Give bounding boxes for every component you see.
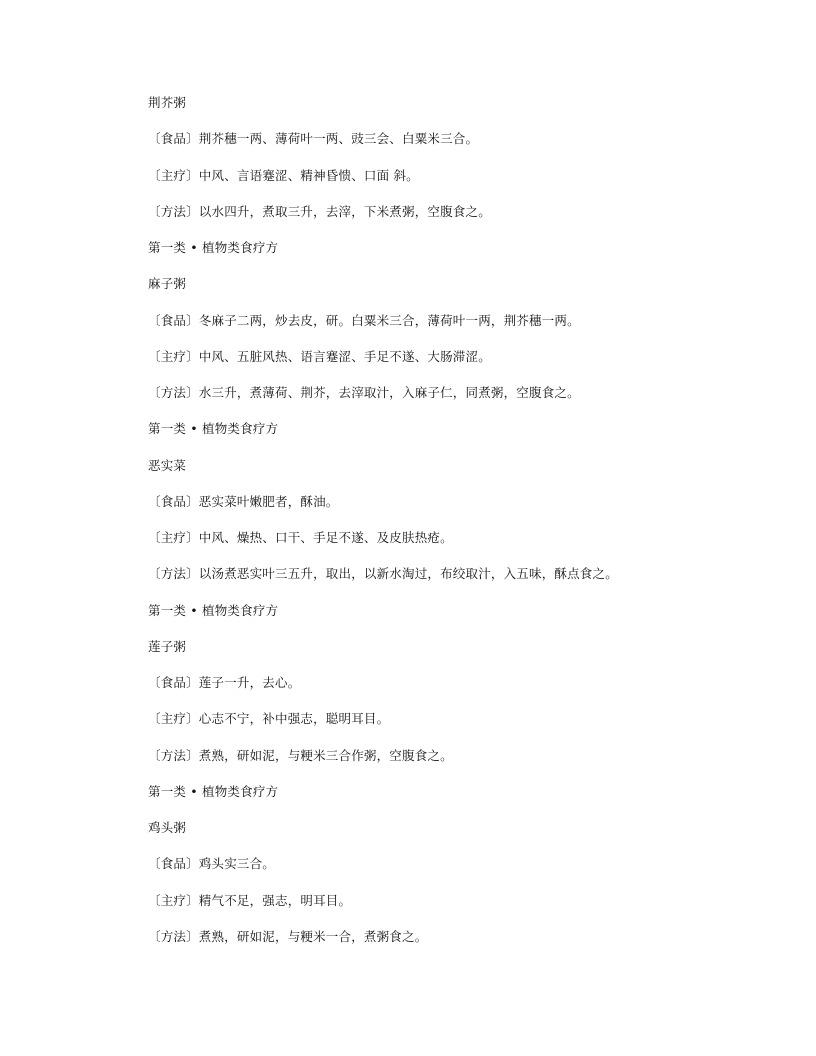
- ingredients-line: 〔食品〕恶实菜叶嫩肥者，酥油。: [148, 493, 339, 509]
- method-line: 〔方法〕以水四升，煮取三升，去滓，下米煮粥，空腹食之。: [148, 203, 491, 219]
- ingredients-line: 〔食品〕荆芥穗一两、薄荷叶一两、豉三会、白粟米三合。: [148, 131, 479, 147]
- recipe-title: 荆芥粥: [148, 95, 187, 110]
- document-page: [148, 94, 768, 964]
- method-line: 〔方法〕水三升，煮薄荷、荆芥，去滓取汁，入麻子仁，同煮粥，空腹食之。: [148, 385, 580, 400]
- ingredients-line: 〔食品〕鸡头实三合。: [148, 856, 276, 872]
- indications-line: 〔主疗〕中风、燥热、口干、手足不遂、及皮肤热疮。: [148, 530, 453, 545]
- recipe-title: 鸡头粥: [148, 820, 187, 835]
- recipe-title: 恶实菜: [148, 457, 187, 473]
- method-line: 〔方法〕煮熟，研如泥，与粳米三合作粥，空腹食之。: [148, 747, 453, 763]
- section-header: 第一类 • 植物类食疗方: [148, 602, 279, 618]
- indications-line: 〔主疗〕心志不宁，补中强志，聪明耳目。: [148, 711, 390, 727]
- method-line: 〔方法〕煮熟，研如泥，与粳米一合，煮粥食之。: [148, 928, 428, 944]
- section-header: 第一类 • 植物类食疗方: [148, 240, 279, 255]
- recipe-title: 莲子粥: [148, 638, 187, 654]
- section-header: 第一类 • 植物类食疗方: [148, 421, 279, 437]
- ingredients-line: 〔食品〕冬麻子二两，炒去皮，研。白粟米三合，薄荷叶一两，荆芥穗一两。: [148, 312, 580, 328]
- recipe-title: 麻子粥: [148, 276, 187, 292]
- indications-line: 〔主疗〕中风、言语蹇涩、精神昏愦、口面 斜。: [148, 167, 419, 183]
- ingredients-line: 〔食品〕莲子一升，去心。: [148, 675, 301, 690]
- method-line: 〔方法〕以汤煮恶实叶三五升，取出，以新水淘过，布绞取汁，入五味，酥点食之。: [148, 566, 618, 582]
- indications-line: 〔主疗〕精气不足，强志，明耳目。: [148, 892, 352, 908]
- section-header: 第一类 • 植物类食疗方: [148, 783, 279, 799]
- indications-line: 〔主疗〕中风、五脏风热、语言蹇涩、手足不遂、大肠滞涩。: [148, 348, 491, 364]
